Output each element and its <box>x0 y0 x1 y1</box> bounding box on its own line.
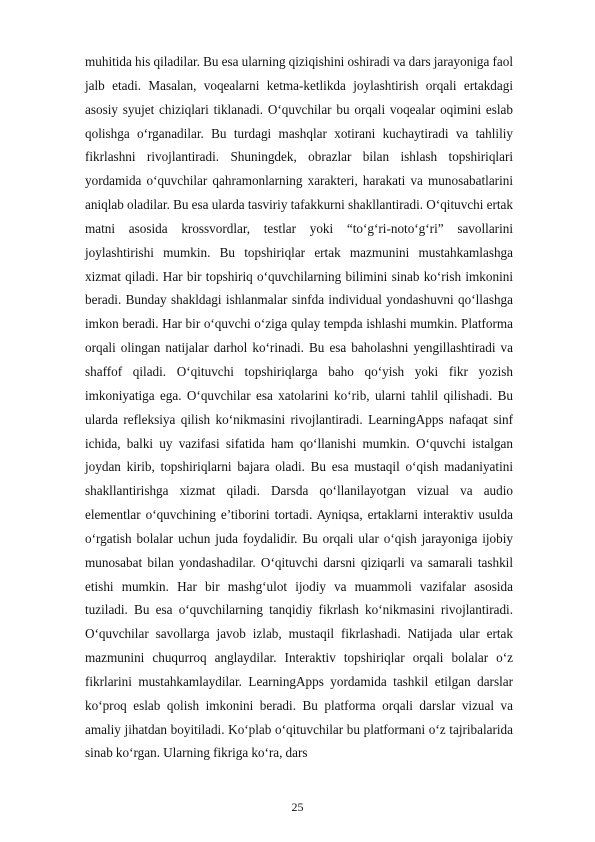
page-number: 25 <box>291 800 304 814</box>
body-paragraph: muhitida his qiladilar. Bu esa ularning qiziqishini oshiradi va dars jarayoniga faol jalb etadi. Masalan, voqealarni ketma-ketlikda joylashtirish orqali ertakdagi asosiy syujet chiziqlari tiklanadi. O‘quvchilar bu orqali voqealar oqimini eslab qolishga o‘rganadilar. Bu turdagi mashqlar xotirani kuchaytiradi va tahliliy fikrlashni rivojlantiradi. Shuningdek, obrazlar bilan ishlash topshiriqlari yordamida o‘quvchilar qahramonlarning xarakteri, harakati va munosabatlarini aniqlab oladilar. Bu esa ularda tasviriy tafakkurni shakllantiradi. O‘qituvchi ertak matni asosida krossvordlar, testlar yoki “to‘g‘ri-noto‘g‘ri” savollarini joylashtirishi mumkin. Bu topshiriqlar ertak mazmunini mustahkamlashga xizmat qiladi. Har bir topshiriq o‘quvchilarning bilimini sinab ko‘rish imkonini beradi. Bunday shakldagi ishlanmalar sinfda individual yondashuvni qo‘llashga imkon beradi. Har bir o‘quvchi o‘ziga qulay tempda ishlashi mumkin. Platforma orqali olingan natijalar darhol ko‘rinadi. Bu esa baholashni yengillashtiradi va shaffof qiladi. O‘qituvchi topshiriqlarga baho qo‘yish yoki fikr yozish imkoniyatiga ega. O‘quvchilar esa xatolarini ko‘rib, ularni tahlil qilishadi. Bu ularda refleksiya qilish ko‘nikmasini rivojlantiradi. LearningApps nafaqat sinf ichida, balki uy vazifasi sifatida ham qo‘llanishi mumkin. O‘quvchi istalgan joydan kirib, topshiriqlarni bajara oladi. Bu esa mustaqil o‘qish madaniyatini shakllantirishga xizmat qiladi. Darsda qo‘llanilayotgan vizual va audio elementlar o‘quvchining e’tiborini tortadi. Ayniqsa, ertaklarni interaktiv usulda o‘rgatish bolalar uchun juda foydalidir. Bu orqali ular o‘qish jarayoniga ijobiy munosabat bilan yondashadilar. O‘qituvchi darsni qiziqarli va samarali tashkil etishi mumkin. Har bir mashg‘ulot ijodiy va muammoli vazifalar asosida tuziladi. Bu esa o‘quvchilarning tanqidiy fikrlash ko‘nikmasini rivojlantiradi. O‘quvchilar savollarga javob izlab, mustaqil fikrlashadi. Natijada ular ertak mazmunini chuqurroq anglaydilar. Interaktiv topshiriqlar orqali bolalar o‘z fikrlarini mustahkamlaydilar. LearningApps yordamida tashkil etilgan darslar ko‘proq eslab qolish imkonini beradi. Bu platforma orqali darslar vizual va amaliy jihatdan boyitiladi. Ko‘plab o‘qituvchilar bu platformani o‘z tajribalarida sinab ko‘rgan. Ularning fikriga ko‘ra, dars <box>85 54 513 761</box>
